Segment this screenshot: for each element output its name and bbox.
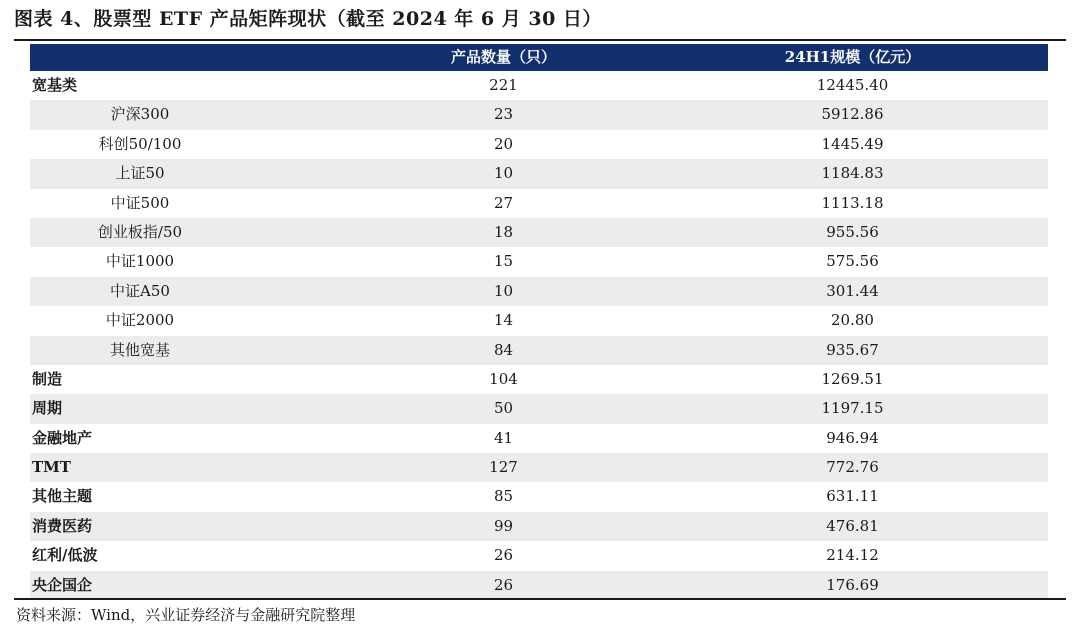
row-count-cell: 15 [493, 252, 514, 271]
table-row [30, 71, 1048, 100]
row-name-cell: 宽基类 [32, 76, 78, 94]
table-row [30, 512, 1048, 541]
row-name-cell: 中证1000 [105, 252, 175, 271]
row-name-cell: 创业板指/50 [97, 222, 183, 241]
title-divider [14, 39, 1066, 41]
row-count-cell: 14 [493, 311, 514, 330]
table-row [30, 453, 1048, 482]
table-header [30, 44, 1048, 71]
table-body [30, 71, 1048, 600]
row-count-cell: 41 [493, 428, 514, 447]
source-note: 资料来源：Wind，兴业证券经济与金融研究院整理 [16, 606, 356, 624]
row-count-cell: 23 [493, 105, 514, 124]
row-scale-cell: 214.12 [826, 546, 879, 565]
row-count-cell: 104 [489, 369, 518, 388]
row-count-cell: 26 [493, 546, 514, 565]
row-name-cell: 金融地产 [32, 428, 93, 447]
table-row [30, 277, 1048, 306]
row-scale-cell: 955.56 [826, 222, 879, 241]
table-row [30, 306, 1048, 335]
header-col-scale: 24H1规模（亿元） [784, 48, 921, 66]
row-name-cell: 制造 [32, 369, 63, 388]
row-scale-cell: 772.76 [826, 458, 879, 477]
row-scale-cell: 1184.83 [821, 164, 884, 183]
row-count-cell: 20 [493, 134, 514, 153]
row-scale-cell: 176.69 [826, 575, 879, 594]
row-scale-cell: 1269.51 [821, 369, 884, 388]
row-scale-cell: 631.11 [826, 487, 879, 506]
table-row [30, 482, 1048, 511]
row-scale-cell: 301.44 [826, 281, 879, 300]
row-scale-cell: 946.94 [826, 428, 879, 447]
row-count-cell: 84 [493, 340, 514, 359]
row-name-cell: 中证500 [110, 193, 170, 212]
row-name-cell: 沪深300 [110, 105, 170, 124]
row-count-cell: 10 [493, 164, 514, 183]
table-row [30, 336, 1048, 365]
row-scale-cell: 935.67 [826, 340, 879, 359]
table-row [30, 571, 1048, 600]
row-count-cell: 85 [493, 487, 514, 506]
header-col-count: 产品数量（只） [450, 48, 556, 66]
table-row [30, 365, 1048, 394]
row-scale-cell: 476.81 [826, 516, 879, 535]
table-row [30, 218, 1048, 247]
row-scale-cell: 1197.15 [821, 399, 884, 418]
row-scale-cell: 1113.18 [821, 193, 884, 212]
row-name-cell: 上证50 [115, 164, 165, 183]
table-row [30, 541, 1048, 570]
row-name-cell: 周期 [32, 399, 63, 418]
row-name-cell: 中证2000 [105, 311, 175, 330]
row-count-cell: 18 [493, 222, 514, 241]
row-scale-cell: 575.56 [826, 252, 879, 271]
table-row [30, 100, 1048, 129]
row-count-cell: 127 [489, 458, 518, 477]
table-row [30, 159, 1048, 188]
etf-matrix-table [30, 44, 1048, 600]
row-name-cell: 央企国企 [32, 575, 93, 594]
row-scale-cell: 12445.40 [816, 76, 889, 94]
header-col-name [30, 44, 350, 71]
row-name-cell: 红利/低波 [32, 546, 98, 565]
row-name-cell: TMT [32, 458, 71, 477]
row-count-cell: 26 [493, 575, 514, 594]
row-scale-cell: 1445.49 [821, 134, 884, 153]
row-name-cell: 其他宽基 [109, 340, 170, 359]
table-row [30, 394, 1048, 423]
row-scale-cell: 5912.86 [821, 105, 884, 124]
table-row [30, 247, 1048, 276]
row-count-cell: 99 [493, 516, 514, 535]
table-bottom-divider [14, 598, 1066, 600]
row-count-cell: 10 [493, 281, 514, 300]
row-name-cell: 消费医药 [32, 516, 93, 535]
table-row [30, 130, 1048, 159]
table-row [30, 189, 1048, 218]
figure-title: 图表 4、股票型 ETF 产品矩阵现状（截至 2024 年 6 月 30 日） [14, 8, 602, 30]
row-name-cell: 中证A50 [110, 281, 170, 300]
row-count-cell: 27 [493, 193, 514, 212]
row-name-cell: 其他主题 [32, 487, 93, 506]
row-scale-cell: 20.80 [831, 311, 874, 330]
row-count-cell: 50 [493, 399, 514, 418]
table-row [30, 424, 1048, 453]
row-count-cell: 221 [489, 76, 518, 94]
row-name-cell: 科创50/100 [98, 134, 182, 153]
